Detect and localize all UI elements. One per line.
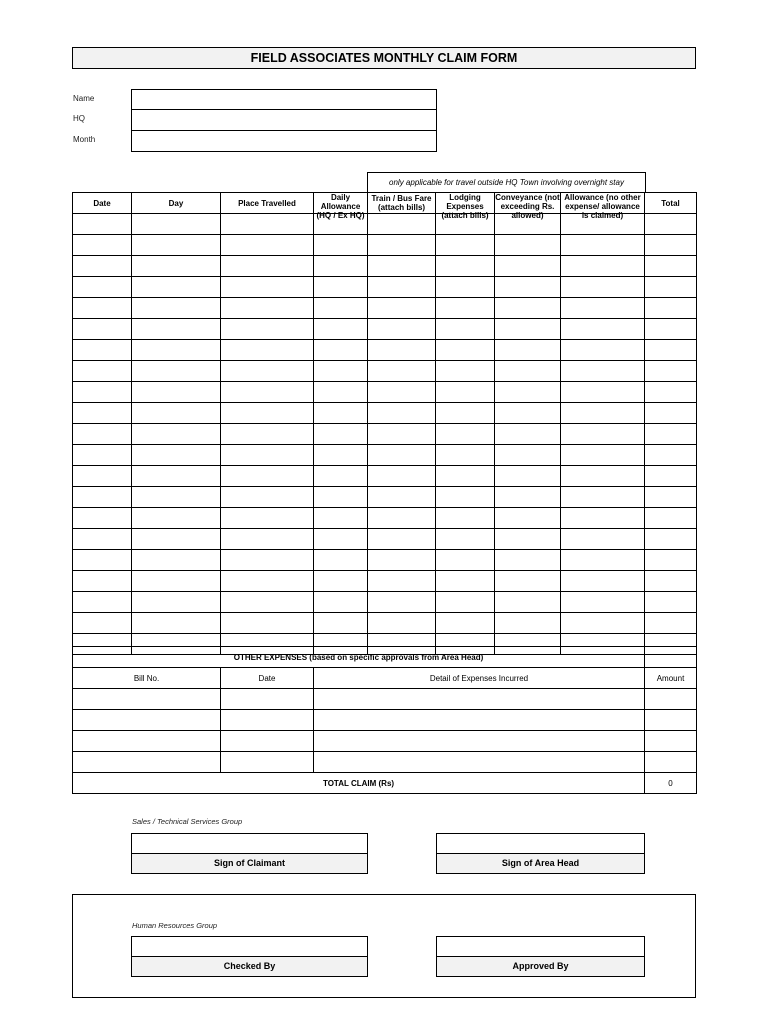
table-cell[interactable] — [645, 256, 697, 277]
table-cell[interactable] — [495, 256, 561, 277]
table-cell[interactable] — [132, 319, 221, 340]
other-expense-cell[interactable] — [314, 731, 645, 752]
table-cell[interactable] — [495, 361, 561, 382]
other-expense-cell[interactable] — [73, 689, 221, 710]
table-cell[interactable] — [561, 403, 645, 424]
month-field[interactable] — [131, 131, 437, 152]
other-expense-row — [73, 689, 697, 710]
other-expense-row — [73, 731, 697, 752]
table-cell[interactable] — [368, 613, 436, 634]
table-cell[interactable] — [132, 613, 221, 634]
table-row — [73, 277, 697, 298]
table-cell[interactable] — [314, 382, 368, 403]
month-label: Month — [73, 135, 96, 144]
other-expense-cell[interactable] — [314, 689, 645, 710]
table-cell[interactable] — [436, 550, 495, 571]
table-cell[interactable] — [314, 277, 368, 298]
table-cell[interactable] — [73, 550, 132, 571]
table-row — [73, 235, 697, 256]
table-cell[interactable] — [436, 508, 495, 529]
table-cell[interactable] — [314, 256, 368, 277]
table-cell[interactable] — [221, 571, 314, 592]
table-row — [73, 508, 697, 529]
table-cell[interactable] — [436, 340, 495, 361]
table-cell[interactable] — [561, 298, 645, 319]
table-cell[interactable] — [221, 550, 314, 571]
table-cell[interactable] — [73, 340, 132, 361]
other-expense-cell[interactable] — [221, 752, 314, 773]
table-cell[interactable] — [314, 361, 368, 382]
table-cell[interactable] — [132, 403, 221, 424]
table-cell[interactable] — [73, 235, 132, 256]
table-cell[interactable] — [436, 298, 495, 319]
table-cell[interactable] — [73, 529, 132, 550]
table-cell[interactable] — [368, 466, 436, 487]
table-cell[interactable] — [561, 550, 645, 571]
table-cell[interactable] — [73, 592, 132, 613]
table-cell[interactable] — [645, 319, 697, 340]
table-cell[interactable] — [495, 403, 561, 424]
table-cell[interactable] — [561, 487, 645, 508]
table-cell[interactable] — [314, 340, 368, 361]
table-cell[interactable] — [495, 235, 561, 256]
header-bill-no: Bill No. — [73, 668, 221, 689]
table-cell[interactable] — [645, 592, 697, 613]
table-cell[interactable] — [495, 424, 561, 445]
table-cell[interactable] — [645, 277, 697, 298]
table-cell[interactable] — [561, 466, 645, 487]
other-expense-cell[interactable] — [645, 731, 697, 752]
table-cell[interactable] — [368, 445, 436, 466]
table-row — [73, 319, 697, 340]
table-cell[interactable] — [73, 319, 132, 340]
table-cell[interactable] — [368, 403, 436, 424]
table-row — [73, 550, 697, 571]
table-cell[interactable] — [314, 487, 368, 508]
table-row — [73, 403, 697, 424]
header-date: Date — [73, 193, 132, 214]
table-cell[interactable] — [645, 529, 697, 550]
hq-label: HQ — [73, 114, 85, 123]
table-cell[interactable] — [314, 235, 368, 256]
table-cell[interactable] — [495, 382, 561, 403]
table-cell[interactable] — [132, 508, 221, 529]
table-row — [73, 592, 697, 613]
table-cell[interactable] — [221, 487, 314, 508]
table-cell[interactable] — [73, 298, 132, 319]
table-cell[interactable] — [368, 487, 436, 508]
table-row — [73, 445, 697, 466]
approved-by-label: Approved By — [436, 956, 645, 977]
table-cell[interactable] — [221, 529, 314, 550]
other-expenses-title-row — [73, 647, 697, 668]
table-cell[interactable] — [73, 361, 132, 382]
table-cell[interactable] — [73, 487, 132, 508]
table-cell[interactable] — [221, 277, 314, 298]
table-cell[interactable] — [645, 487, 697, 508]
table-cell[interactable] — [495, 487, 561, 508]
table-cell[interactable] — [561, 592, 645, 613]
header-train-bus-fare: Train / Bus Fare (attach bills) — [368, 193, 436, 214]
other-expenses-table — [72, 646, 697, 794]
table-cell[interactable] — [314, 298, 368, 319]
table-cell[interactable] — [221, 445, 314, 466]
table-cell[interactable] — [221, 340, 314, 361]
table-cell[interactable] — [221, 256, 314, 277]
table-cell[interactable] — [495, 298, 561, 319]
table-cell[interactable] — [368, 424, 436, 445]
table-row — [73, 571, 697, 592]
table-row — [73, 466, 697, 487]
table-cell[interactable] — [132, 466, 221, 487]
other-expense-cell[interactable] — [314, 752, 645, 773]
table-cell[interactable] — [132, 298, 221, 319]
table-cell[interactable] — [132, 256, 221, 277]
table-row — [73, 424, 697, 445]
table-cell[interactable] — [368, 298, 436, 319]
header-conveyance: Conveyance (not exceeding Rs. allowed) — [495, 193, 560, 220]
header-total: Total — [645, 193, 697, 214]
name-field[interactable] — [131, 89, 437, 110]
table-row — [73, 487, 697, 508]
table-cell[interactable] — [561, 424, 645, 445]
table-cell[interactable] — [132, 361, 221, 382]
table-cell[interactable] — [368, 361, 436, 382]
table-cell[interactable] — [645, 445, 697, 466]
other-expense-cell[interactable] — [73, 710, 221, 731]
other-expenses-title: OTHER EXPENSES (based on specific approvals from Area Head) — [73, 647, 645, 668]
table-cell[interactable] — [495, 340, 561, 361]
table-cell[interactable] — [221, 382, 314, 403]
table-cell[interactable] — [561, 256, 645, 277]
table-cell[interactable] — [645, 571, 697, 592]
other-expense-cell[interactable] — [645, 710, 697, 731]
table-cell[interactable] — [314, 613, 368, 634]
header-amount: Amount — [645, 668, 697, 689]
table-cell[interactable] — [314, 445, 368, 466]
table-cell[interactable] — [495, 592, 561, 613]
table-cell[interactable] — [436, 235, 495, 256]
table-cell[interactable] — [314, 508, 368, 529]
header-allowance: Allowance (no other expense/ allowance is claimed) — [561, 193, 645, 214]
table-cell[interactable] — [495, 613, 561, 634]
table-cell[interactable] — [436, 382, 495, 403]
table-cell[interactable] — [645, 466, 697, 487]
table-cell[interactable] — [436, 592, 495, 613]
table-cell[interactable] — [73, 424, 132, 445]
table-row — [73, 382, 697, 403]
other-expense-cell[interactable] — [645, 752, 697, 773]
sign-of-area-head-label: Sign of Area Head — [436, 853, 645, 874]
table-cell[interactable] — [495, 529, 561, 550]
other-expense-cell[interactable] — [645, 689, 697, 710]
table-cell[interactable] — [645, 550, 697, 571]
table-cell[interactable] — [561, 382, 645, 403]
table-row — [73, 256, 697, 277]
table-cell[interactable] — [314, 550, 368, 571]
area-head-signature-box[interactable] — [436, 833, 645, 854]
other-expense-cell[interactable] — [314, 710, 645, 731]
header-daily-allowance: Daily Allowance (HQ / Ex HQ) — [314, 193, 368, 214]
claimant-signature-box[interactable] — [131, 833, 368, 854]
table-cell[interactable] — [436, 277, 495, 298]
table-cell[interactable] — [221, 466, 314, 487]
total-claim-row — [73, 773, 697, 794]
table-cell[interactable] — [73, 214, 132, 235]
table-cell[interactable] — [495, 508, 561, 529]
header-day: Day — [132, 193, 221, 214]
table-cell[interactable] — [561, 235, 645, 256]
table-cell[interactable] — [495, 466, 561, 487]
table-header-row — [73, 193, 697, 214]
table-cell[interactable] — [221, 424, 314, 445]
table-cell[interactable] — [561, 613, 645, 634]
table-cell[interactable] — [495, 571, 561, 592]
table-cell[interactable] — [561, 340, 645, 361]
other-expense-row — [73, 752, 697, 773]
table-cell[interactable] — [132, 445, 221, 466]
table-cell[interactable] — [495, 445, 561, 466]
table-cell[interactable] — [132, 214, 221, 235]
header-detail: Detail of Expenses Incurred — [314, 668, 645, 689]
table-cell[interactable] — [73, 613, 132, 634]
table-row — [73, 529, 697, 550]
table-cell[interactable] — [645, 214, 697, 235]
table-cell[interactable] — [561, 529, 645, 550]
name-label: Name — [73, 94, 95, 103]
other-expense-cell[interactable] — [221, 731, 314, 752]
other-expenses-header-row — [73, 668, 697, 689]
table-cell[interactable] — [132, 592, 221, 613]
checked-by-signature-box[interactable] — [131, 936, 368, 957]
table-cell[interactable] — [436, 487, 495, 508]
table-cell[interactable] — [368, 382, 436, 403]
table-cell[interactable] — [368, 235, 436, 256]
table-row — [73, 613, 697, 634]
table-cell[interactable] — [221, 214, 314, 235]
table-cell[interactable] — [221, 361, 314, 382]
other-expenses-title-blank — [645, 647, 697, 668]
table-cell[interactable] — [368, 214, 436, 235]
table-cell[interactable] — [436, 403, 495, 424]
overnight-note: only applicable for travel outside HQ Town involving overnight stay — [367, 172, 646, 193]
table-cell[interactable] — [436, 571, 495, 592]
table-row — [73, 298, 697, 319]
table-cell[interactable] — [314, 403, 368, 424]
table-cell[interactable] — [314, 466, 368, 487]
table-cell[interactable] — [368, 529, 436, 550]
sales-group-label: Sales / Technical Services Group — [132, 817, 243, 826]
table-cell[interactable] — [436, 319, 495, 340]
table-cell[interactable] — [132, 235, 221, 256]
table-cell[interactable] — [561, 571, 645, 592]
header-bill-date: Date — [221, 668, 314, 689]
table-cell[interactable] — [368, 550, 436, 571]
table-cell[interactable] — [221, 319, 314, 340]
table-cell[interactable] — [73, 571, 132, 592]
table-cell[interactable] — [368, 340, 436, 361]
table-cell[interactable] — [73, 256, 132, 277]
table-cell[interactable] — [645, 235, 697, 256]
table-cell[interactable] — [561, 319, 645, 340]
table-cell[interactable] — [645, 508, 697, 529]
expense-table — [72, 192, 697, 655]
form-title: FIELD ASSOCIATES MONTHLY CLAIM FORM — [72, 47, 696, 69]
table-cell[interactable] — [73, 508, 132, 529]
table-cell[interactable] — [132, 382, 221, 403]
other-expense-cell[interactable] — [221, 710, 314, 731]
other-expense-cell[interactable] — [221, 689, 314, 710]
total-claim-value: 0 — [645, 773, 697, 794]
table-cell[interactable] — [73, 403, 132, 424]
table-cell[interactable] — [436, 424, 495, 445]
checked-by-label: Checked By — [131, 956, 368, 977]
table-cell[interactable] — [436, 256, 495, 277]
table-cell[interactable] — [73, 466, 132, 487]
header-lodging: Lodging Expenses (attach bills) — [436, 193, 495, 214]
table-cell[interactable] — [221, 508, 314, 529]
sign-of-claimant-label: Sign of Claimant — [131, 853, 368, 874]
table-cell[interactable] — [132, 529, 221, 550]
table-cell[interactable] — [314, 319, 368, 340]
hr-group-label: Human Resources Group — [132, 921, 218, 930]
table-cell[interactable] — [132, 424, 221, 445]
table-cell[interactable] — [314, 592, 368, 613]
table-cell[interactable] — [436, 361, 495, 382]
table-cell[interactable] — [561, 508, 645, 529]
table-cell[interactable] — [645, 613, 697, 634]
table-cell[interactable] — [314, 571, 368, 592]
table-cell[interactable] — [645, 298, 697, 319]
table-cell[interactable] — [561, 361, 645, 382]
table-cell[interactable] — [132, 487, 221, 508]
table-cell[interactable] — [368, 508, 436, 529]
table-cell[interactable] — [368, 277, 436, 298]
table-cell[interactable] — [368, 256, 436, 277]
table-cell[interactable] — [561, 445, 645, 466]
other-expense-cell[interactable] — [73, 731, 221, 752]
table-cell[interactable] — [645, 424, 697, 445]
table-cell[interactable] — [221, 613, 314, 634]
table-cell[interactable] — [132, 340, 221, 361]
table-cell[interactable] — [645, 403, 697, 424]
table-cell[interactable] — [314, 424, 368, 445]
other-expense-cell[interactable] — [73, 752, 221, 773]
other-expense-row — [73, 710, 697, 731]
table-cell[interactable] — [645, 382, 697, 403]
table-cell[interactable] — [73, 445, 132, 466]
table-cell[interactable] — [73, 382, 132, 403]
table-cell[interactable] — [314, 529, 368, 550]
header-place: Place Travelled — [221, 193, 314, 214]
table-cell[interactable] — [436, 466, 495, 487]
table-cell[interactable] — [132, 550, 221, 571]
table-row — [73, 361, 697, 382]
table-row — [73, 340, 697, 361]
table-cell[interactable] — [436, 613, 495, 634]
table-cell[interactable] — [495, 319, 561, 340]
table-cell[interactable] — [645, 361, 697, 382]
table-cell[interactable] — [368, 592, 436, 613]
table-cell[interactable] — [73, 277, 132, 298]
table-cell[interactable] — [221, 298, 314, 319]
table-cell[interactable] — [221, 592, 314, 613]
table-cell[interactable] — [368, 319, 436, 340]
table-cell[interactable] — [221, 235, 314, 256]
table-cell[interactable] — [368, 571, 436, 592]
table-cell[interactable] — [645, 340, 697, 361]
table-cell[interactable] — [495, 550, 561, 571]
table-cell[interactable] — [436, 529, 495, 550]
table-cell[interactable] — [561, 277, 645, 298]
table-cell[interactable] — [132, 277, 221, 298]
total-claim-label: TOTAL CLAIM (Rs) — [73, 773, 645, 794]
table-cell[interactable] — [132, 571, 221, 592]
table-cell[interactable] — [436, 445, 495, 466]
hq-field[interactable] — [131, 110, 437, 131]
approved-by-signature-box[interactable] — [436, 936, 645, 957]
table-cell[interactable] — [495, 277, 561, 298]
table-cell[interactable] — [221, 403, 314, 424]
